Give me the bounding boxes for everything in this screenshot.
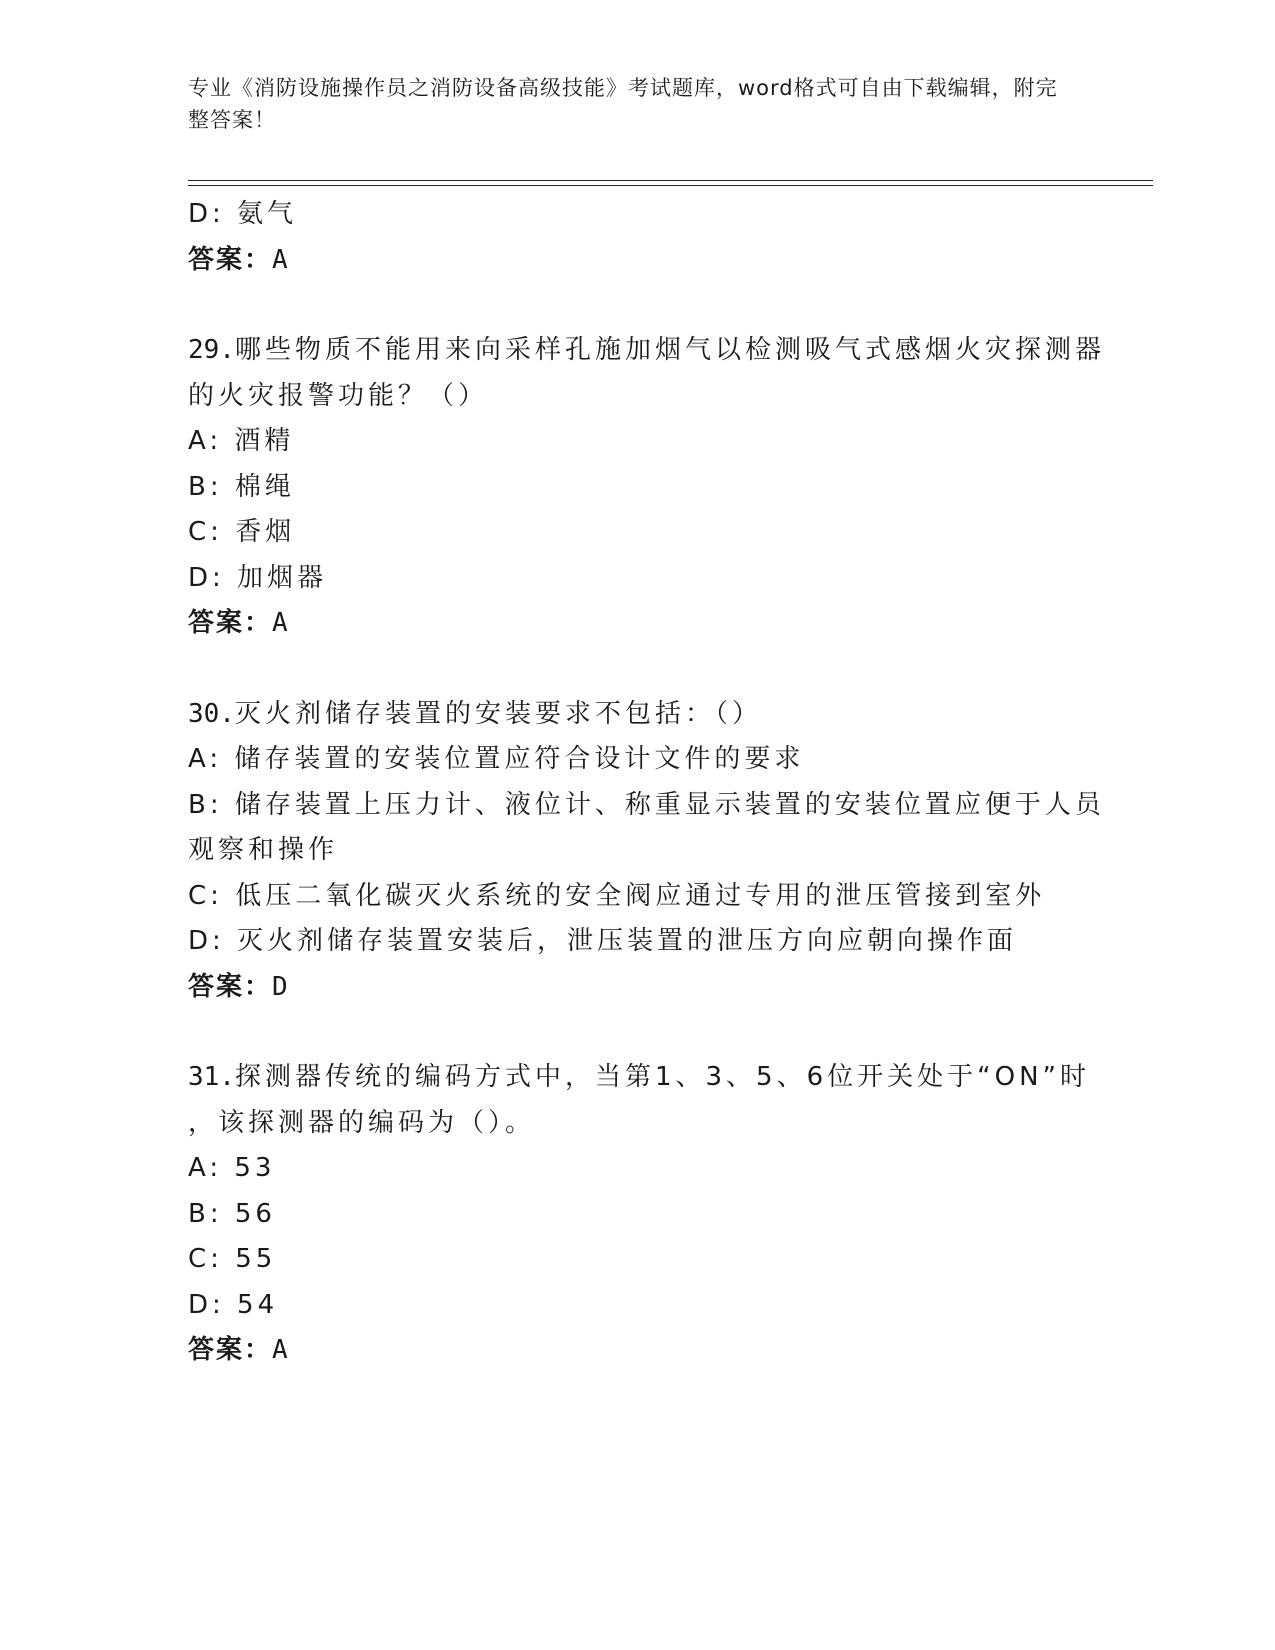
- option-c: [188, 1237, 1088, 1283]
- option-text: 加烟器: [237, 562, 328, 593]
- question-text: 灭火剂储存装置的安装要求不包括：（）: [234, 698, 762, 729]
- option-c: [188, 510, 1088, 556]
- option-label: C:: [188, 517, 223, 547]
- option-text: 低压二氧化碳灭火系统的安全阀应通过专用的泄压管接到室外: [235, 880, 1046, 911]
- header-divider-bottom: [188, 185, 1153, 186]
- question-29: [188, 328, 1105, 647]
- option-label: D:: [188, 562, 225, 593]
- option-text: 储存装置的安装位置应符合设计文件的要求: [234, 744, 805, 774]
- answer-value: D: [272, 971, 292, 1002]
- answer-line: [188, 965, 1088, 1011]
- question-stem: [188, 692, 1088, 738]
- option-text: 储存装置上压力计、液位计、称重显示装置的安装位置应便于人员: [234, 789, 1105, 820]
- option-d: [188, 1283, 1088, 1329]
- question-stem: [188, 328, 1105, 374]
- question-text: 哪些物质不能用来向采样孔施加烟气以检测吸气式感烟火灾探测器: [234, 335, 1105, 365]
- answer-label: 答案：: [188, 1335, 273, 1365]
- option-text: 53: [234, 1153, 276, 1183]
- question-stem-cont: [188, 374, 1088, 420]
- answer-label: 答案：: [188, 971, 273, 1002]
- option-text: 酒精: [234, 426, 295, 456]
- answer-label: 答案：: [188, 608, 273, 638]
- question-number: 30.: [188, 698, 235, 729]
- option-text: 香烟: [235, 517, 296, 547]
- option-c: [188, 874, 1088, 920]
- option-label: A:: [188, 426, 223, 456]
- option-a: [188, 737, 1088, 783]
- question-stem: [188, 1055, 1088, 1101]
- option-d: [188, 556, 1088, 602]
- option-label: B:: [188, 471, 223, 502]
- answer-line: [188, 238, 1088, 284]
- option-b: [188, 783, 1105, 829]
- option-text: 灭火剂储存装置安装后，泄压装置的泄压方向应朝向操作面: [237, 926, 1018, 956]
- question-text: 探测器传统的编码方式中，当第1、3、5、6位开关处于“ON”时: [234, 1062, 1090, 1092]
- question-stem-cont: [188, 1101, 1088, 1147]
- option-label: B:: [188, 1198, 223, 1229]
- question-content: [188, 192, 1105, 1374]
- option-text: 棉绳: [234, 471, 295, 502]
- question-number: 29.: [188, 335, 235, 365]
- answer-value: A: [272, 608, 292, 638]
- option-label: D:: [188, 199, 225, 229]
- option-a: [188, 1146, 1088, 1192]
- option-b: [188, 1192, 1088, 1238]
- option-text: 氨气: [237, 199, 298, 229]
- option-d: [188, 192, 1088, 238]
- option-text: 55: [235, 1244, 277, 1274]
- question-30: [188, 692, 1105, 1011]
- header-divider-top: [188, 180, 1153, 181]
- answer-label: 答案：: [188, 244, 273, 275]
- option-text: 56: [234, 1198, 276, 1229]
- answer-value: A: [272, 244, 292, 275]
- option-b-cont: [188, 828, 1088, 874]
- option-b: [188, 465, 1088, 511]
- option-d: [188, 919, 1088, 965]
- question-31: [188, 1055, 1088, 1374]
- answer-line: [188, 1328, 1088, 1374]
- option-text: 观察和操作: [188, 835, 339, 865]
- question-number: 31.: [188, 1062, 235, 1092]
- option-label: D:: [188, 926, 225, 956]
- option-label: C:: [188, 1244, 223, 1274]
- question-text: 的火灾报警功能？（）: [188, 380, 489, 411]
- answer-value: A: [272, 1335, 292, 1365]
- option-label: B:: [188, 789, 223, 820]
- option-label: A:: [188, 1153, 223, 1183]
- option-a: [188, 419, 1088, 465]
- document-header: 专业《消防设施操作员之消防设备高级技能》考试题库，word格式可自由下载编辑，附完整答案！: [188, 76, 1058, 132]
- question-text: ，该探测器的编码为（）。: [188, 1107, 536, 1138]
- option-label: A:: [188, 744, 223, 774]
- option-label: D:: [188, 1289, 225, 1320]
- option-label: C:: [188, 880, 223, 911]
- option-text: 54: [237, 1289, 279, 1320]
- answer-line: [188, 601, 1088, 647]
